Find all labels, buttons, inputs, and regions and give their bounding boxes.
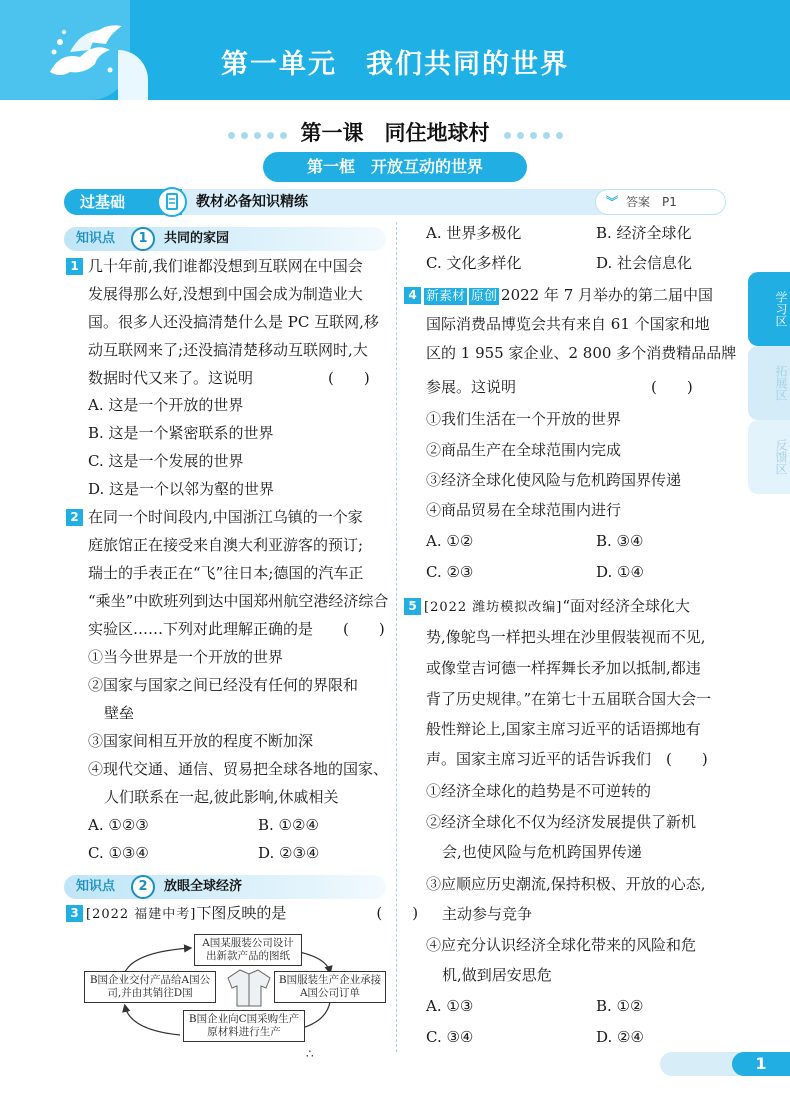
q5-item: ④应充分认识经济全球化带来的风险和危 xyxy=(426,936,697,954)
q4-option[interactable]: C. ②③ xyxy=(426,563,474,581)
q5-line: 般性辩论上,国家主席习近平的话语掷地有 xyxy=(426,720,701,738)
q2-line: 瑞士的手表正在“飞”往日本;德国的汽车正 xyxy=(88,564,364,582)
question-number: 5 xyxy=(404,598,421,615)
q1-option[interactable]: C. 这是一个发展的世界 xyxy=(88,452,244,470)
knowledge-point-1 xyxy=(64,227,386,251)
question-number: 1 xyxy=(66,258,83,275)
q1-option[interactable]: B. 这是一个紧密联系的世界 xyxy=(88,424,274,442)
q2-option[interactable]: A. ①②③ xyxy=(88,816,149,834)
q5-item: 会,也使风险与危机跨国界传递 xyxy=(442,843,642,861)
q5-option[interactable]: D. ②④ xyxy=(596,1028,644,1046)
q5-line: 或像堂吉诃德一样挥舞长矛加以抵制,都违 xyxy=(426,659,701,677)
q1-line: 动互联网来了;还没搞清楚移动互联网时,大 xyxy=(88,341,368,359)
question-number: 3 xyxy=(66,905,83,922)
kp-title: 放眼全球经济 xyxy=(164,879,243,894)
section-label: 过基础 xyxy=(64,189,182,215)
double-chevron-down-icon: ︾ xyxy=(606,195,619,209)
diagram-box-bottom: B国企业向C国采购生产原材料进行生产 xyxy=(183,1010,305,1042)
q4-item: ②商品生产在全球范围内完成 xyxy=(426,441,622,459)
diagram-box-right: B国服装生产企业承接A国公司订单 xyxy=(274,971,386,1003)
answer-ref-text: 答案 P1 xyxy=(626,195,677,209)
q5-source: [2022 潍坊模拟改编] xyxy=(424,600,563,615)
diagram-box-left: B国企业交付产品给A国公司,并由其销往D国 xyxy=(84,971,216,1003)
svg-text:∴: ∴ xyxy=(306,1047,314,1060)
answer-ref[interactable] xyxy=(595,189,726,215)
q1-line: 国。很多人还没搞清楚什么是 PC 互联网,移 xyxy=(88,313,379,331)
q2-option[interactable]: D. ②③④ xyxy=(258,844,320,862)
diagram-box-top: A国某服装公司设计出新款产品的图纸 xyxy=(194,934,302,966)
q5-option[interactable]: A. ①③ xyxy=(426,997,474,1015)
q3-source: [2022 福建中考] xyxy=(86,907,197,922)
side-tab-feedback[interactable]: 反馈区 xyxy=(748,420,790,494)
q5-item: 主动参与竞争 xyxy=(442,905,533,923)
q2-item: ③国家间相互开放的程度不断加深 xyxy=(88,732,314,750)
frame-title: 第一框 开放互动的世界 xyxy=(263,152,527,182)
q4-item: ③经济全球化使风险与危机跨国界传递 xyxy=(426,471,682,489)
q1-line: 几十年前,我们谁都没想到互联网在中国会 xyxy=(88,257,363,275)
q2-line: 在同一个时间段内,中国浙江乌镇的一个家 xyxy=(88,508,363,526)
q5-line: 背了历史规律。”在第七十五届联合国大会一 xyxy=(426,690,712,708)
tag-badge: 原创 xyxy=(471,289,498,304)
kp-number: 2 xyxy=(131,875,155,899)
q3-stem-text: 下图反映的是 ( ) xyxy=(196,904,419,922)
knowledge-point-2 xyxy=(64,875,386,899)
unit-title: 第一单元 我们共同的世界 xyxy=(221,49,569,80)
section-subtitle: 教材必备知识精练 xyxy=(196,194,308,210)
q3-option[interactable]: D. 社会信息化 xyxy=(596,254,693,272)
q5-item: ③应顺应历史潮流,保持积极、开放的心态, xyxy=(426,875,706,893)
q2-option[interactable]: C. ①③④ xyxy=(88,844,149,862)
title-dots-right xyxy=(504,124,569,134)
kp-number: 1 xyxy=(131,227,155,251)
page-number: 1 xyxy=(732,1052,790,1076)
question-number: 4 xyxy=(404,287,421,304)
q2-item: ①当今世界是一个开放的世界 xyxy=(88,648,284,666)
q3-option[interactable]: C. 文化多样化 xyxy=(426,254,522,272)
q4-item: ④商品贸易在全球范围内进行 xyxy=(426,501,622,519)
column-divider xyxy=(396,222,397,1052)
q4-line xyxy=(424,285,713,305)
q2-item: ④现代交通、通信、贸易把全球各地的国家、 xyxy=(88,760,389,778)
kp-label: 知识点 xyxy=(76,231,116,246)
kp-label: 知识点 xyxy=(76,879,116,894)
q1-option[interactable]: A. 这是一个开放的世界 xyxy=(88,396,244,414)
q4-first-line: 2022 年 7 月举办的第二届中国 xyxy=(501,286,714,304)
q2-option[interactable]: B. ①②④ xyxy=(258,816,319,834)
q5-item: ②经济全球化不仅为经济发展提供了新机 xyxy=(426,813,697,831)
question-number: 2 xyxy=(66,509,83,526)
q1-option[interactable]: D. 这是一个以邻为壑的世界 xyxy=(88,480,275,498)
q5-line: 势,像鸵鸟一样把头埋在沙里假装视而不见, xyxy=(426,628,706,646)
q2-item: ②国家与国家之间已经没有任何的界限和 xyxy=(88,676,359,694)
q3-option[interactable]: A. 世界多极化 xyxy=(426,224,522,242)
q1-line: 数据时代又来了。这说明 ( ) xyxy=(88,369,370,387)
unit-banner xyxy=(0,0,790,100)
q5-option[interactable]: B. ①② xyxy=(596,997,644,1015)
q4-option[interactable]: D. ①④ xyxy=(596,563,644,581)
tag-badge: 新素材 xyxy=(426,289,466,304)
q4-option[interactable]: B. ③④ xyxy=(596,532,644,550)
side-tab-study[interactable]: 学习区 xyxy=(748,272,790,346)
q4-line: 国际消费品博览会共有来自 61 个国家和地 xyxy=(426,315,710,333)
q4-line: 参展。这说明 ( ) xyxy=(426,378,693,396)
q2-line: 实验区……下列对此理解正确的是 ( ) xyxy=(88,620,385,638)
lesson-title: 第一课 同住地球村 xyxy=(300,121,490,145)
q5-option[interactable]: C. ③④ xyxy=(426,1028,474,1046)
q5-first-line: “面对经济全球化大 xyxy=(562,597,691,615)
q1-line: 发展得那么好,没想到中国会成为制造业大 xyxy=(88,285,363,303)
q5-line xyxy=(424,596,690,618)
q2-item: 人们联系在一起,彼此影响,休戚相关 xyxy=(104,788,339,806)
q5-item: 机,做到居安思危 xyxy=(442,966,552,984)
q2-item: 壁垒 xyxy=(104,704,135,722)
q5-item: ①经济全球化的趋势是不可逆转的 xyxy=(426,782,652,800)
q3-stem xyxy=(86,903,418,925)
kp-title: 共同的家园 xyxy=(164,231,230,246)
q4-item: ①我们生活在一个开放的世界 xyxy=(426,410,622,428)
q4-line: 区的 1 955 家企业、2 800 多个消费精品品牌 xyxy=(426,344,737,362)
q2-line: “乘坐”中欧班列到达中国郑州航空港经济综合 xyxy=(88,592,389,610)
q3-option[interactable]: B. 经济全球化 xyxy=(596,224,692,242)
q2-line: 庭旅馆正在接受来自澳大利亚游客的预订; xyxy=(88,536,364,554)
q5-line: 声。国家主席习近平的话告诉我们 ( ) xyxy=(426,750,708,768)
q4-option[interactable]: A. ①② xyxy=(426,532,474,550)
notebook-icon xyxy=(157,187,187,217)
side-tab-extend[interactable]: 拓展区 xyxy=(748,346,790,420)
jacket-icon xyxy=(226,966,272,1008)
